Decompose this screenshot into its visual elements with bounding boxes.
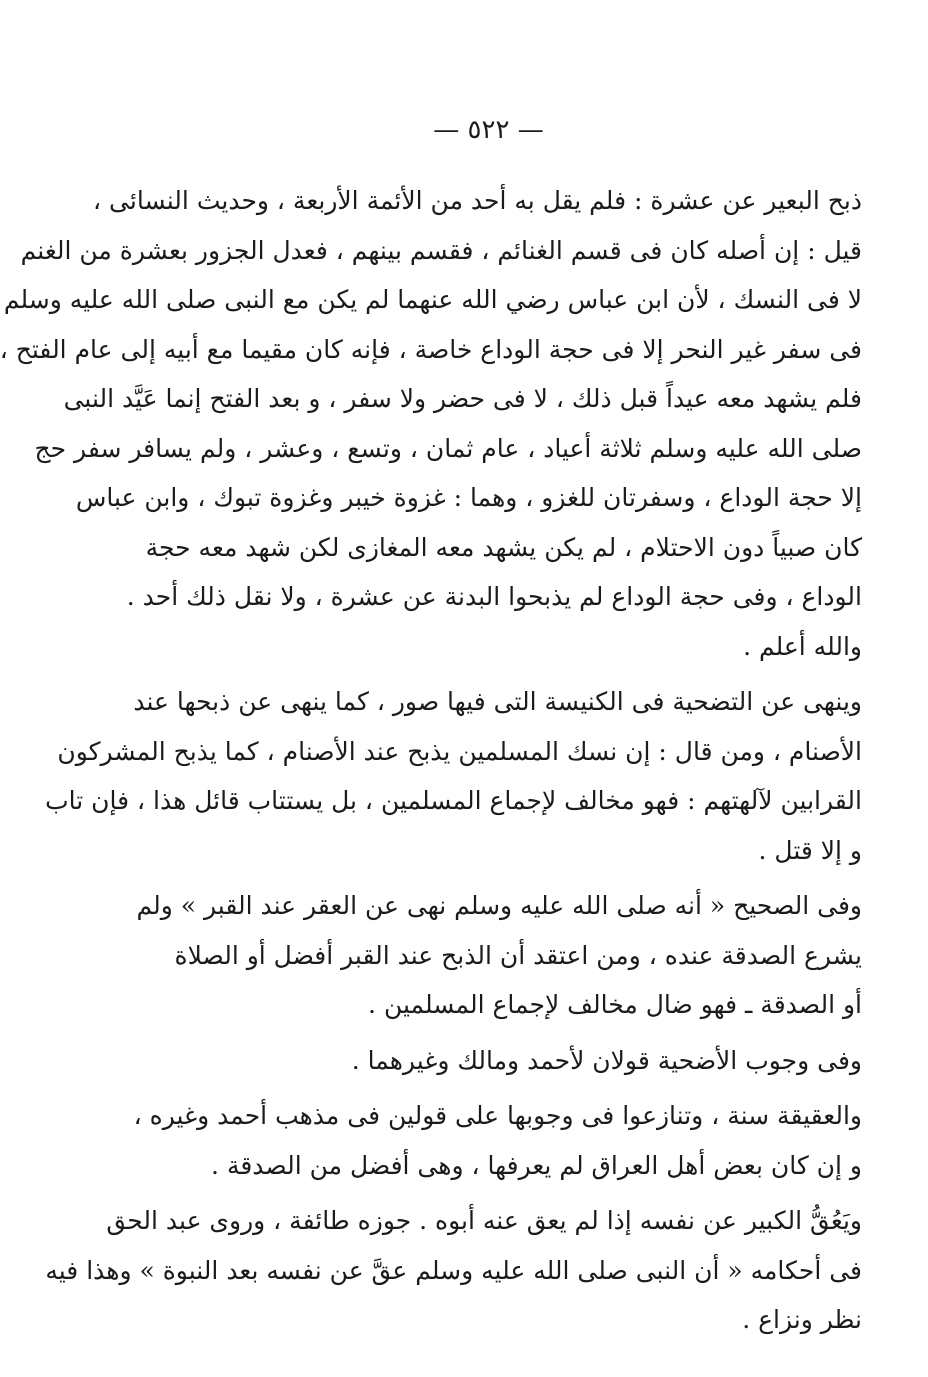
text-line: و إن كان بعض أهل العراق لم يعرفها ، وهى أفضل من الصدقة . — [211, 1150, 862, 1180]
text-line: كان صبياً دون الاحتلام ، لم يكن يشهد معه المغازى لكن شهد معه حجة — [145, 532, 862, 562]
paragraph-5 — [133, 1091, 862, 1190]
text-line: قيل : إن أصله كان فى قسم الغنائم ، فقسم بينهم ، فعدل الجزور بعشرة من الغنم — [20, 235, 862, 265]
text-line: وينهى عن التضحية فى الكنيسة التى فيها صور ، كما ينهى عن ذبحها عند — [133, 687, 862, 716]
text-line: أو الصدقة ـ فهو ضال مخالف لإجماع المسلمين . — [368, 990, 862, 1019]
paragraph-1 — [0, 176, 862, 671]
text-line: الأصنام ، ومن قال : إن نسك المسلمين يذبح عند الأصنام ، كما يذبح المشركون — [57, 736, 862, 766]
text-line: و إلا قتل . — [758, 835, 862, 865]
text-line: لا فى النسك ، لأن ابن عباس رضي الله عنهما لم يكن مع النبى صلى الله عليه وسلم — [3, 285, 862, 314]
page-number: — ٥٢٢ — — [433, 115, 544, 145]
text-line: إلا حجة الوداع ، وسفرتان للغزو ، وهما : غزوة خيبر وغزوة تبوك ، وابن عباس — [75, 483, 862, 512]
text-line: وفى وجوب الأضحية قولان لأحمد ومالك وغيرهما . — [351, 1045, 862, 1075]
text-line: الوداع ، وفى حجة الوداع لم يذبحوا البدنة عن عشرة ، ولا نقل ذلك أحد . — [126, 582, 862, 611]
text-line: ذبح البعير عن عشرة : فلم يقل به أحد من الأئمة الأربعة ، وحديث النسائى ، — [93, 186, 862, 215]
paragraph-3 — [136, 881, 862, 1030]
text-line: يشرع الصدقة عنده ، ومن اعتقد أن الذبح عند القبر أفضل أو الصلاة — [174, 940, 862, 970]
text-line: والله أعلم . — [743, 631, 862, 661]
text-line: فلم يشهد معه عيداً قبل ذلك ، لا فى حضر ولا سفر ، و بعد الفتح إنما عَيَّد النبى — [63, 384, 862, 413]
paragraph-4 — [147, 1036, 862, 1086]
page-body — [0, 176, 862, 1345]
paragraph-6 — [45, 1196, 862, 1345]
paragraph-2 — [45, 677, 862, 875]
text-line: نظر ونزاع . — [742, 1305, 862, 1334]
text-line: وفى الصحيح « أنه صلى الله عليه وسلم نهى عن العقر عند القبر » ولم — [136, 891, 862, 920]
text-line: القرابين لآلهتهم : فهو مخالف لإجماع المسلمين ، بل يستتاب قائل هذا ، فإن تاب — [45, 786, 862, 815]
text-line: صلى الله عليه وسلم ثلاثة أعياد ، عام ثمان ، وتسع ، وعشر ، ولم يسافر سفر حج — [34, 433, 862, 463]
text-line: فى سفر غير النحر إلا فى حجة الوداع خاصة ، فإنه كان مقيما مع أبيه إلى عام الفتح ، — [0, 334, 862, 364]
text-line: ويَعُقُّ الكبير عن نفسه إذا لم يعق عنه أبوه . جوزه طائفة ، وروى عبد الحق — [106, 1206, 862, 1235]
text-line: والعقيقة سنة ، وتنازعوا فى وجوبها على قولين فى مذهب أحمد وغيره ، — [133, 1101, 862, 1130]
text-line: فى أحكامه « أن النبى صلى الله عليه وسلم عقَّ عن نفسه بعد النبوة » وهذا فيه — [45, 1255, 862, 1285]
